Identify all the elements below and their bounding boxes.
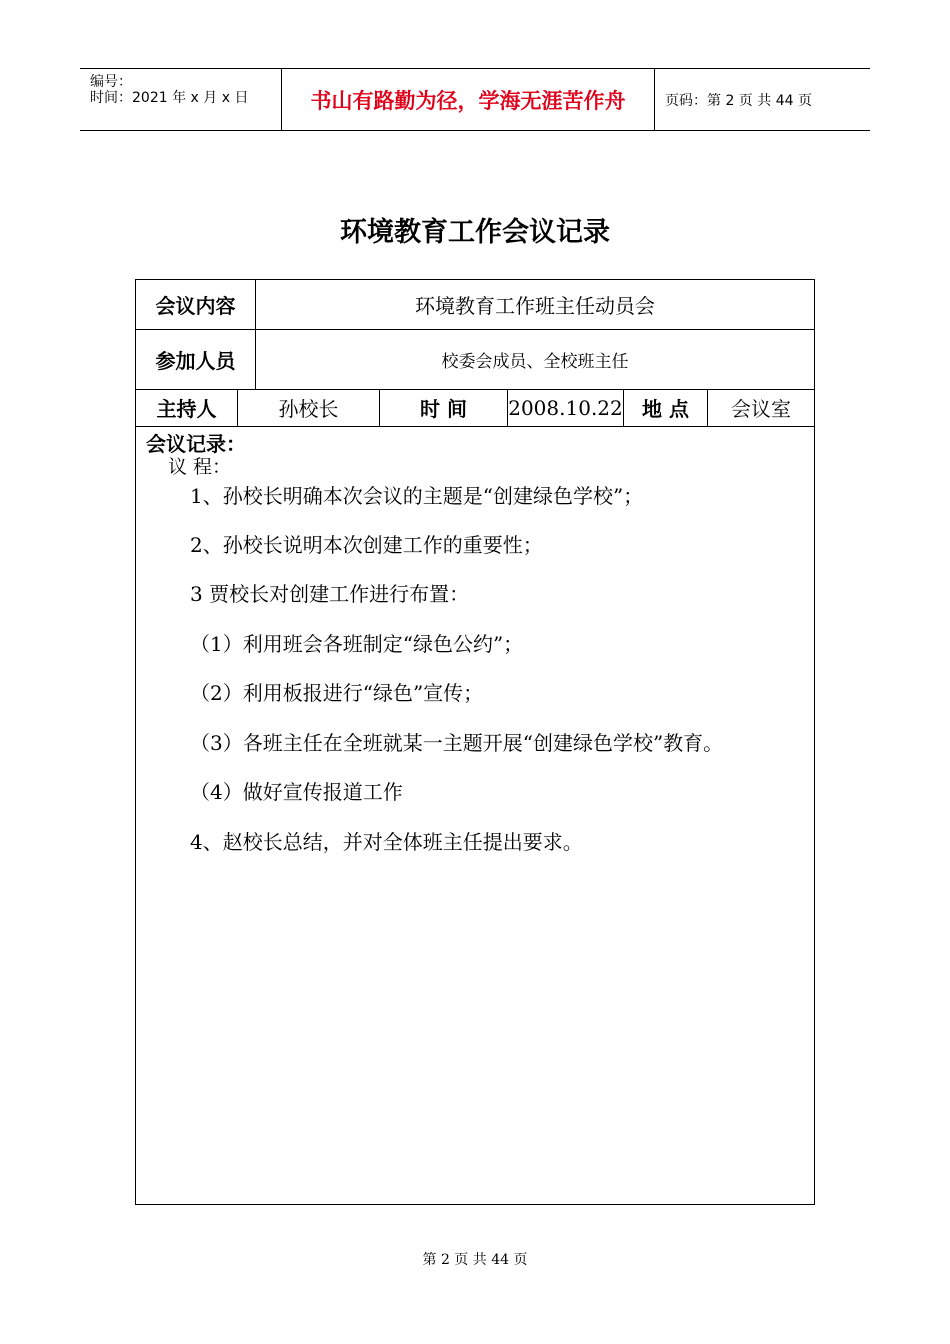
agenda-item: 1、孙校长明确本次会议的主题是“创建绿色学校”； <box>190 484 644 508</box>
header-time: 时间：2021 年 x 月 x 日 <box>90 90 249 106</box>
place-value: 会议室 <box>731 397 791 421</box>
meeting-record-form <box>135 279 815 1205</box>
document-title: 环境教育工作会议记录 <box>340 217 610 248</box>
attendees-value: 校委会成员、全校班主任 <box>441 351 629 372</box>
time-value: 2008.10.22 <box>508 389 624 426</box>
agenda-item: （2）利用板报进行“绿色”宣传； <box>190 681 484 705</box>
content-label: 会议内容 <box>136 280 256 329</box>
attendees-label: 参加人员 <box>136 329 256 389</box>
content-value: 环境教育工作班主任动员会 <box>415 294 655 318</box>
page-header <box>80 68 870 131</box>
agenda-item: 4、赵校长总结，并对全体班主任提出要求。 <box>190 830 583 854</box>
agenda-item: （1）利用班会各班制定“绿色公约”； <box>190 632 524 656</box>
agenda-item: 3 贾校长对创建工作进行布置： <box>190 582 470 606</box>
host-label: 主持人 <box>136 389 238 426</box>
place-label: 地 点 <box>624 389 708 426</box>
host-value: 孙校长 <box>238 389 380 426</box>
page-footer: 第 2 页 共 44 页 <box>422 1252 528 1268</box>
header-page-info: 页码：第 2 页 共 44 页 <box>665 92 812 109</box>
agenda-label: 议 程： <box>168 456 232 478</box>
row-attendees <box>136 329 814 390</box>
notes-label: 会议记录： <box>146 432 246 456</box>
agenda-item: （4）做好宣传报道工作 <box>190 780 403 804</box>
row-host-time-place <box>136 389 814 427</box>
row-content <box>136 280 814 330</box>
header-motto: 书山有路勤为径，学海无涯苦作舟 <box>282 69 655 130</box>
time-label: 时 间 <box>380 389 508 426</box>
header-number: 编号： <box>90 74 132 90</box>
header-meta <box>80 69 282 130</box>
agenda-item: （3）各班主任在全班就某一主题开展“创建绿色学校”教育。 <box>190 731 724 755</box>
agenda-item: 2、孙校长说明本次创建工作的重要性； <box>190 533 543 557</box>
